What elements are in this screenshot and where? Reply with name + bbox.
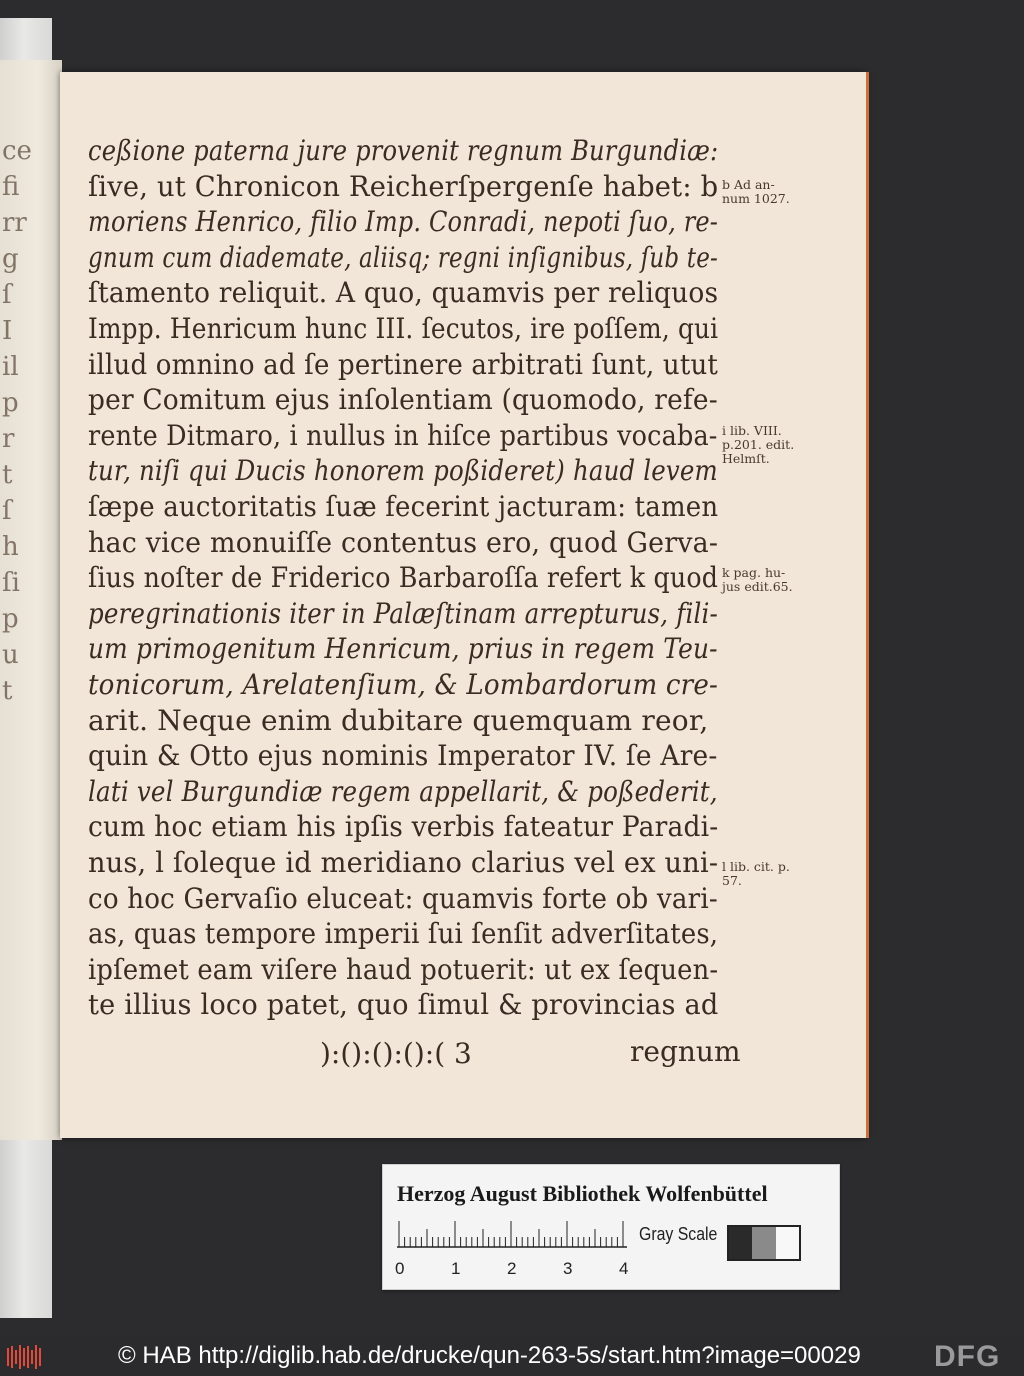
text-line: per Comitum ejus inſolentiam (quomodo, refe- <box>88 383 718 417</box>
margin-note-line: l lib. cit. p. <box>722 859 790 874</box>
text-line: lati vel Burgundiæ regem appellarit, & poßederit, <box>88 774 718 808</box>
copyright-url[interactable]: © HAB http://diglib.hab.de/drucke/qun-263-5s/start.htm?image=00029 <box>118 1342 861 1369</box>
catchword: regnum <box>630 1035 741 1068</box>
text-line: co hoc Gervaſio eluceat: quamvis forte ob vari- <box>88 881 718 915</box>
text-line: um primogenitum Henricum, prius in regem Teu- <box>88 632 718 666</box>
margin-note-line: num 1027. <box>722 191 790 206</box>
signature-mark: ):():():():( 3 <box>320 1037 472 1070</box>
gray-swatch-cell <box>729 1227 752 1259</box>
text-line: rente Ditmaro, i nullus in hiſce partibus vocaba- <box>88 418 718 452</box>
previous-page-fragment: ſ <box>2 280 12 310</box>
previous-page-fragment: il <box>2 352 19 382</box>
text-line: ſive, ut Chronicon Reicherſpergenſe habet: b <box>88 169 719 203</box>
text-line: moriens Henrico, filio Imp. Conradi, nepoti ſuo, re- <box>88 205 719 239</box>
text-line: ſius noſter de Friderico Barbaroſſa refert k quod <box>88 561 719 595</box>
text-line: tur, niſi qui Ducis honorem poßideret) haud levem <box>88 454 718 488</box>
margin-note-line: i lib. VIII. <box>722 423 782 438</box>
previous-page-fragment: h <box>2 532 19 562</box>
previous-page-fragment: ce <box>2 136 32 166</box>
text-line: hac vice monuiſſe contentus ero, quod Gerva- <box>88 525 719 559</box>
previous-page-fragment: rr <box>2 208 27 238</box>
ruler-number: 0 <box>395 1259 405 1278</box>
text-line: ſtamento reliquit. A quo, quamvis per reliquos <box>88 276 719 310</box>
hab-logo-icon <box>6 1344 44 1370</box>
text-line: ceßione paterna jure provenit regnum Burgundiæ: <box>88 134 719 167</box>
margin-note <box>722 566 793 594</box>
text-line: ipſemet eam viſere haud potuerit: ut ex ſequen- <box>88 952 719 986</box>
text-line: gnum cum diademate, aliisq; regni inſignibus, ſub te- <box>88 240 718 274</box>
previous-page-fragment: p <box>2 604 19 634</box>
book-page <box>60 72 866 1138</box>
previous-page-fragment: r <box>2 424 15 454</box>
previous-page-fragment: u <box>2 640 19 670</box>
text-line: arit. Neque enim dubitare quemquam reor, <box>88 703 709 737</box>
text-line: cum hoc etiam his ipſis verbis fateatur Paradi- <box>88 810 719 844</box>
text-line: peregrinationis iter in Palæſtinam arrepturus, fili- <box>88 596 718 630</box>
previous-page-fragment: ſ <box>2 496 12 526</box>
previous-page-fragment: t <box>2 460 13 490</box>
text-line: ſæpe auctoritatis ſuæ fecerint jacturam: tamen <box>88 490 719 523</box>
ruler-number: 4 <box>619 1259 629 1278</box>
text-line: Impp. Henricum hunc III. ſecutos, ire poſſem, qui <box>88 312 719 345</box>
margin-note-line: Helmſt. <box>722 451 770 466</box>
margin-note-line: 57. <box>722 873 742 888</box>
ruler-number: 2 <box>507 1259 517 1278</box>
dfg-logo: DFG <box>934 1340 1001 1373</box>
previous-page-fragment: I <box>2 316 13 346</box>
text-line: illud omnino ad ſe pertinere arbitrati ſunt, utut <box>88 347 719 381</box>
text-line: te illius loco patet, quo ſimul & provincias ad <box>88 988 719 1022</box>
library-color-card <box>382 1164 840 1290</box>
previous-page-fragment: p <box>2 388 19 418</box>
previous-page-fragment: g <box>2 244 19 274</box>
margin-note <box>722 178 790 206</box>
text-line: nus, l ſoleque id meridiano clarius vel ex uni- <box>88 846 719 879</box>
library-name: Herzog August Bibliothek Wolfenbüttel <box>397 1181 768 1206</box>
text-line: tonicorum, Arelatenſium, & Lombardorum cre- <box>88 668 718 701</box>
gray-swatch-cell <box>776 1227 799 1259</box>
margin-note-line: k pag. hu- <box>722 565 786 580</box>
previous-page-fragment: t <box>2 676 13 706</box>
previous-page-fragment: fi <box>2 172 20 202</box>
gray-scale-label: Gray Scale <box>639 1224 718 1244</box>
text-line: quin & Otto ejus nominis Imperator IV. ſe Are- <box>88 739 718 773</box>
ruler-number: 1 <box>451 1259 461 1278</box>
previous-page-fragment: ſi <box>2 568 20 598</box>
gray-scale-swatch <box>727 1225 801 1261</box>
margin-note <box>722 424 794 466</box>
gray-swatch-cell <box>752 1227 775 1259</box>
text-line: as, quas tempore imperii ſui ſenſit adverſitates, <box>88 917 719 951</box>
margin-note-line: p.201. edit. <box>722 437 795 452</box>
margin-note <box>722 860 790 888</box>
margin-note-line: b Ad an- <box>722 177 775 192</box>
footer-bar <box>0 1336 1024 1376</box>
margin-note-line: jus edit.65. <box>722 579 793 594</box>
measurement-ruler <box>397 1217 627 1253</box>
ruler-number: 3 <box>563 1259 573 1278</box>
